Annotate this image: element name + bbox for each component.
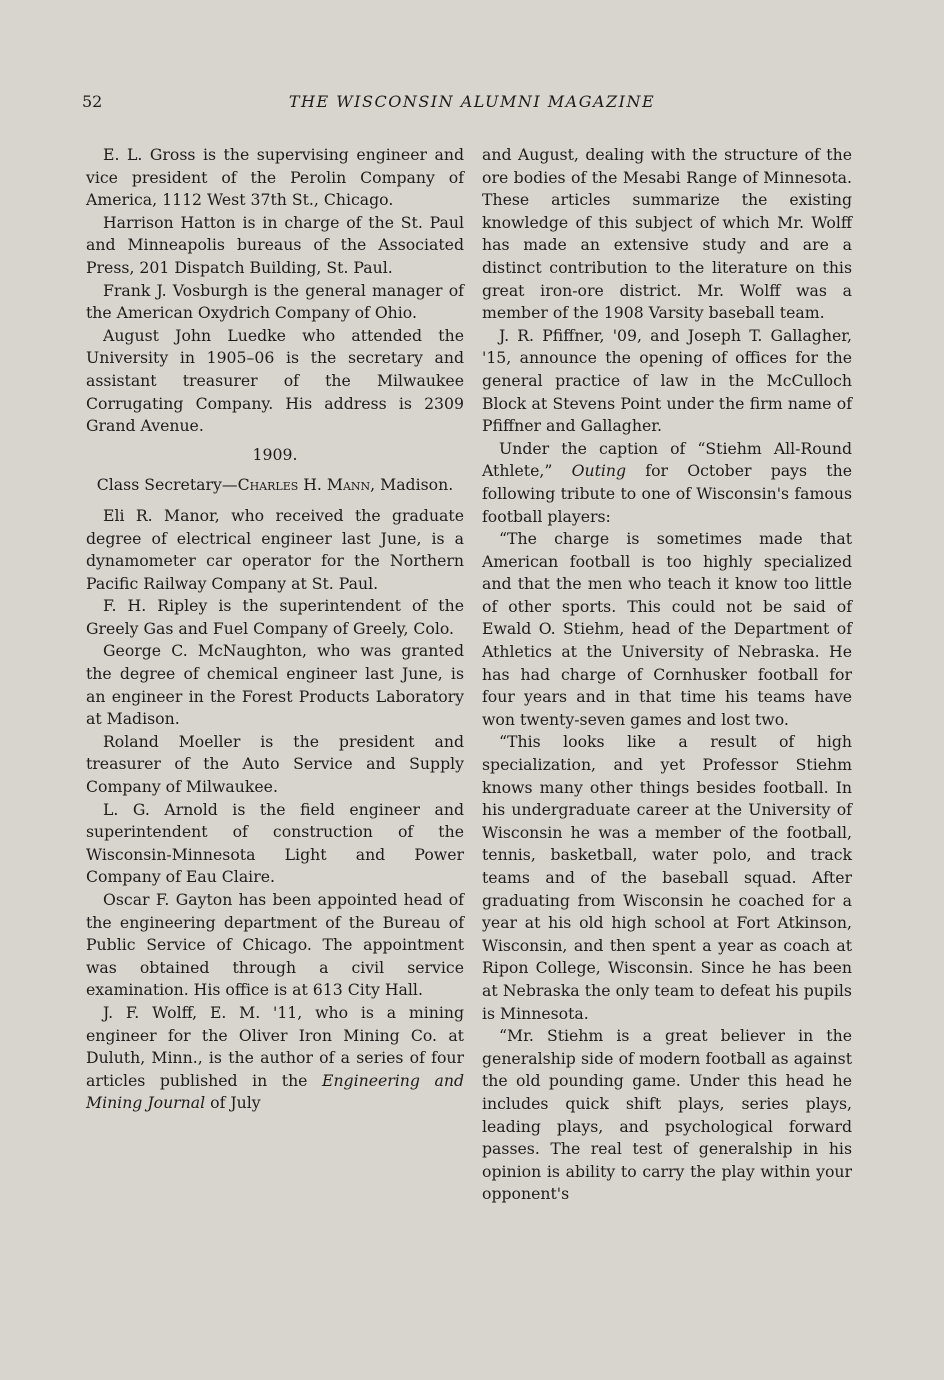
paragraph-pfiffner-gallagher: J. R. Pfiffner, '09, and Joseph T. Gallagher, '15, announce the opening of offices for the general practice of law in the McCulloch Block at Stevens Point under the firm name of Pfiffner and Gallagher. xyxy=(482,325,852,436)
paragraph-hatton: Harrison Hatton is in charge of the St. Paul and Minneapolis bureaus of the Associated Press, 201 Dispatch Building, St. Paul. xyxy=(86,212,464,277)
quote-paragraph-1: “The charge is sometimes made that American football is too highly specialized and that the men who teach it know too little of other sports. This could not be said of Ewald O. Stiehm, head of the Department of Athletics at the University of Nebraska. He has had charge of Cornhusker football for four years and in that time his teams have won twenty-seven games and lost two. xyxy=(482,529,852,729)
paragraph-arnold: L. G. Arnold is the field engineer and superintendent of construction of the Wisconsin-Minnesota Light and Power Company of Eau Claire. xyxy=(86,799,464,887)
paragraph-wolff xyxy=(86,1002,464,1115)
right-column xyxy=(482,144,852,1206)
paragraph-mcnaughton: George C. McNaughton, who was granted the degree of chemical engineer last June, is an engineer in the Forest Products Laboratory at Madison. xyxy=(86,641,464,729)
class-secretary-line xyxy=(86,474,464,497)
page-header xyxy=(0,92,944,122)
left-column xyxy=(86,144,464,1115)
class-secretary-city: , Madison. xyxy=(370,475,454,495)
paragraph-ripley: F. H. Ripley is the superintendent of the Greely Gas and Fuel Company of Greely, Colo. xyxy=(86,596,464,638)
paragraph-outing-intro xyxy=(482,438,852,528)
paragraph-moeller: Roland Moeller is the president and treasurer of the Auto Service and Supply Company of Milwaukee. xyxy=(86,731,464,797)
outing-magazine-title: Outing xyxy=(571,461,627,481)
class-secretary-name: Charles H. Mann xyxy=(237,475,371,495)
paragraph-vosburgh: Frank J. Vosburgh is the general manager of the American Oxydrich Company of Ohio. xyxy=(86,280,464,323)
outing-text-end: for October pays the following tribute to one of Wisconsin's famous football players: xyxy=(482,461,853,526)
paragraph-gayton: Oscar F. Gayton has been appointed head of the engineering department of the Bureau of Public Service of Chicago. The appointment was obtained through a civil service examination. His office is at 613 City Hall. xyxy=(86,890,464,1000)
paragraph-manor: Eli R. Manor, who received the graduate degree of electrical engineer last June, is a dynamometer car operator for the Northern Pacific Railway Company at St. Paul. xyxy=(86,505,464,593)
wolff-text-start: J. F. Wolff, E. M. '11, who is a mining engineer for the Oliver Iron Mining Co. at Duluth, Minn., is the author of a series of four articles published in the xyxy=(86,1002,464,1090)
wolff-text-end: of July xyxy=(205,1093,261,1113)
journal-title: Engineering and Mining Journal xyxy=(86,1070,464,1113)
paragraph-gross: E. L. Gross is the supervising engineer and vice president of the Perolin Company of America, 1112 West 37th St., Chicago. xyxy=(86,145,464,210)
paragraph-wolff-continued: and August, dealing with the structure of the ore bodies of the Mesabi Range of Minnesota. These articles summarize the existing knowledge of this subject of which Mr. Wolff has made an extensive study and are a distinct contribution to the literature on this great iron-ore district. Mr. Wolff was a member of the 1908 Varsity baseball team. xyxy=(482,145,852,323)
quote-paragraph-2: “This looks like a result of high specialization, and yet Professor Stiehm knows many other things besides football. In his undergraduate career at the University of Wisconsin he was a member of the football, tennis, basketball, water polo, and track teams and of the baseball squad. After graduating from Wisconsin he coached for a year at his old high school at Fort Atkinson, Wisconsin, and then spent a year as coach at Ripon College, Wisconsin. Since he has been at Nebraska the only team to defeat his pupils is Minnesota. xyxy=(482,732,852,1023)
class-secretary-label: Class Secretary— xyxy=(96,475,238,495)
outing-text-start: Under the caption of “Stiehm All-Round Athlete,” xyxy=(482,438,852,481)
class-year-heading: 1909. xyxy=(252,444,298,464)
paragraph-luedke: August John Luedke who attended the University in 1905–06 is the secretary and assistant treasurer of the Milwaukee Corrugating Company. His address is 2309 Grand Avenue. xyxy=(86,325,464,436)
magazine-title: THE WISCONSIN ALUMNI MAGAZINE xyxy=(288,92,656,111)
quote-paragraph-3: “Mr. Stiehm is a great believer in the generalship side of modern football as against the old pounding game. Under this head he includes quick shift plays, series plays, leading plays, and psychological forward passes. The real test of generalship in his opinion is ability to carry the play within your opponent's xyxy=(482,1026,852,1204)
page-number: 52 xyxy=(82,92,103,111)
